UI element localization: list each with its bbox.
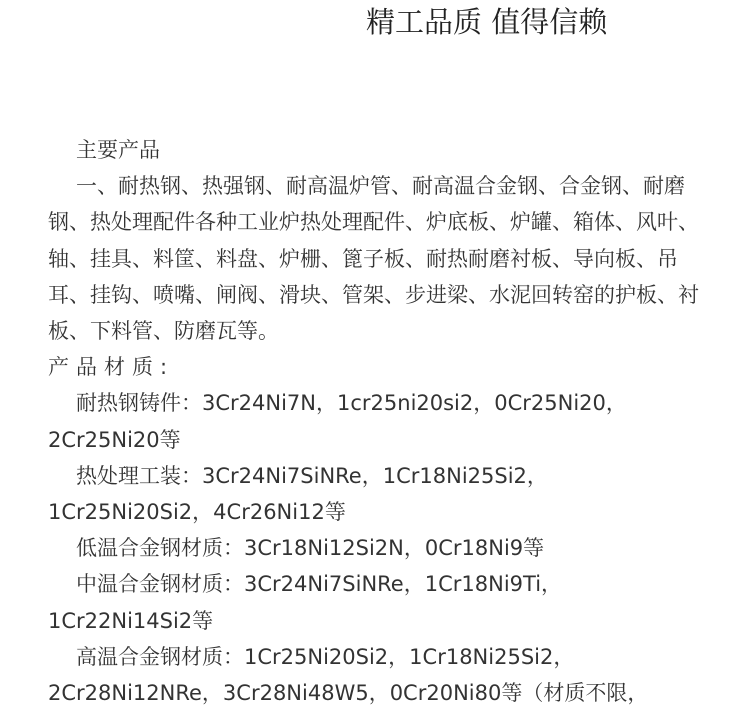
section-title: 主要产品 (76, 138, 160, 162)
material-item: 高温合金钢材质：1Cr25Ni20Si2，1Cr18Ni25Si2，2Cr28Ni12NRe，3Cr28Ni48W5，0Cr20Ni80等（材质不限， (48, 644, 649, 706)
material-item: 耐热钢铸件：3Cr24Ni7N，1cr25ni20si2，0Cr25Ni20，2Cr25Ni20等 (48, 391, 627, 452)
material-item: 低温合金钢材质：3Cr18Ni12Si2N，0Cr18Ni9等 (76, 536, 545, 561)
material-item: 中温合金钢材质：3Cr24Ni7SiNRe，1Cr18Ni9Ti，1Cr22Ni14Si2等 (48, 572, 563, 633)
material-item: 热处理工装：3Cr24Ni7SiNRe，1Cr18Ni25Si2，1Cr25Ni20Si2，4Cr26Ni12等 (48, 463, 548, 525)
product-description (48, 132, 704, 711)
page-slogan: 精工品质 值得信赖 (366, 5, 608, 39)
products-paragraph: 一、耐热钢、热强钢、耐高温炉管、耐高温合金钢、合金钢、耐磨钢、热处理配件各种工业炉热处理配件、炉底板、炉罐、箱体、风叶、轴、挂具、料筐、料盘、炉栅、篦子板、耐热耐磨衬板、导向板、吊耳、挂钩、喷嘴、闸阀、滑块、管架、步进梁、水泥回转窑的护板、衬板、下料管、防磨瓦等。 (48, 174, 699, 344)
materials-heading: 产品材质: (48, 355, 175, 380)
